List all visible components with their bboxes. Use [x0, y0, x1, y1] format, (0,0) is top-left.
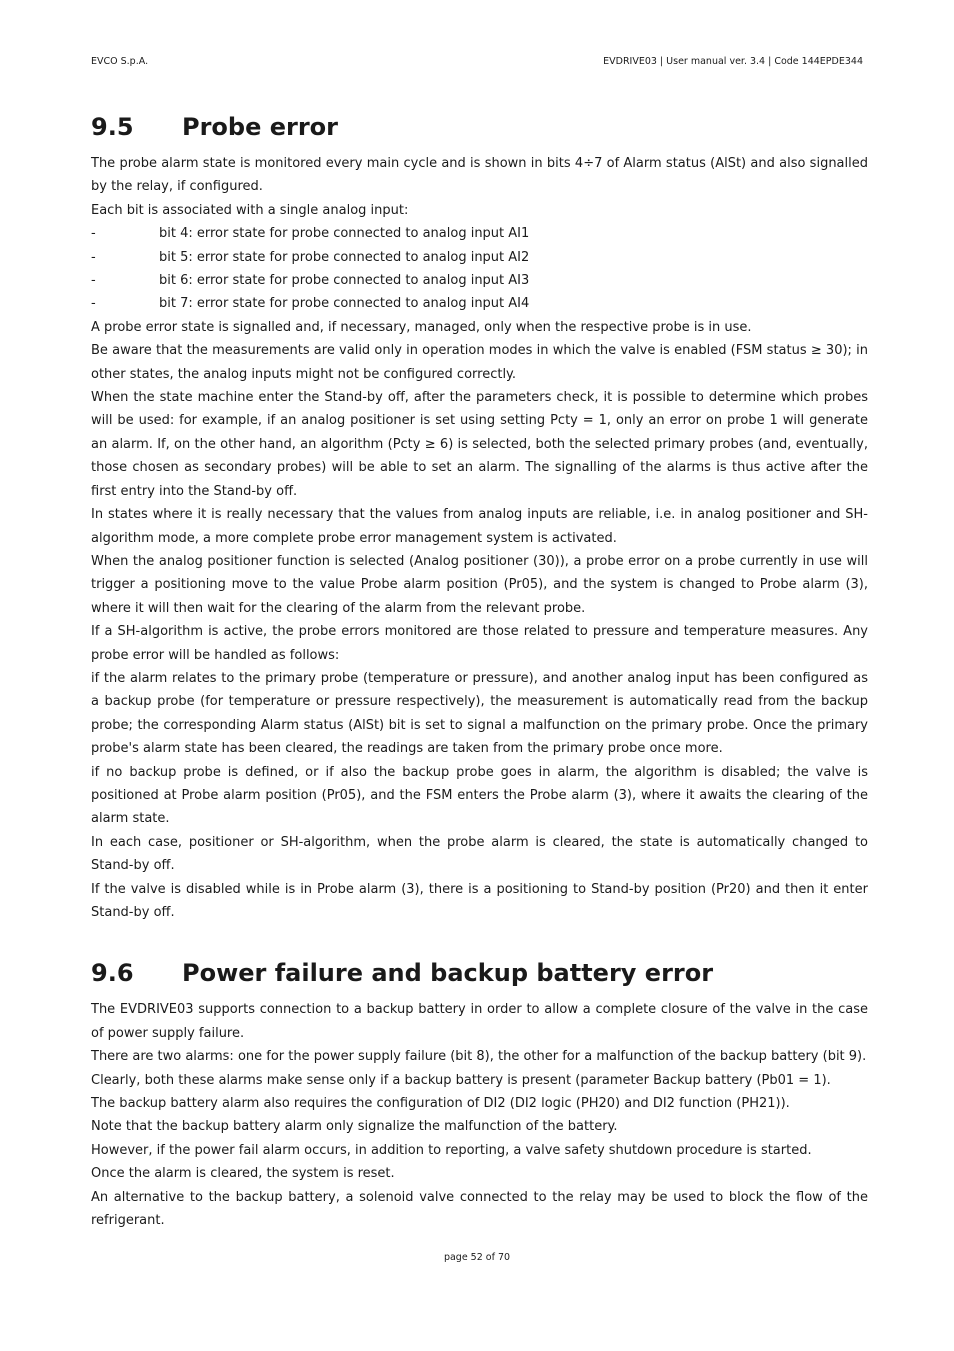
paragraph: if the alarm relates to the primary probe (temperature or pressure), and another analog input has been configured as a backup probe (for temperature or pressure respectively), the measurement is automatically read from the backup probe; the corresponding Alarm status (AlSt) bit is set to signal a malfunction on the primary probe. Once the primary probe's alarm state has been cleared, the readings are taken from the primary probe once more.: [91, 670, 868, 757]
paragraph: Be aware that the measurements are valid only in operation modes in which the valve is enabled (FSM status ≥ 30); in other states, the analog inputs might not be configured correctly.: [91, 343, 868, 382]
section-number: 9.6: [91, 959, 134, 988]
paragraph: A probe error state is signalled and, if necessary, managed, only when the respective probe is in use.: [91, 319, 752, 335]
paragraph: In each case, positioner or SH-algorithm, when the probe alarm is cleared, the state is automatically changed to Stand-by off.: [91, 834, 868, 874]
paragraph: There are two alarms: one for the power supply failure (bit 8), the other for a malfunction of the backup battery (bit 9).: [91, 1049, 867, 1065]
paragraph: If a SH-algorithm is active, the probe errors monitored are those related to pressure and temperature measures. Any probe error will be handled as follows:: [91, 624, 868, 663]
paragraph: The backup battery alarm also requires the configuration of DI2 (DI2 logic (PH20) and DI2 function (PH21)).: [91, 1096, 790, 1112]
list-item-text: bit 5: error state for probe connected to analog input AI2: [159, 249, 530, 265]
list-dash: -: [91, 226, 96, 242]
list-dash: -: [91, 249, 96, 265]
paragraph: Note that the backup battery alarm only signalize the malfunction of the battery.: [91, 1119, 618, 1135]
list-item-text: bit 6: error state for probe connected to analog input AI3: [159, 273, 530, 289]
list-dash: -: [91, 296, 96, 312]
section-heading: [91, 108, 868, 146]
paragraph: The probe alarm state is monitored every main cycle and is shown in bits 4÷7 of Alarm status (AlSt) and also signalled by the relay, if configured.: [91, 156, 868, 195]
header-company: EVCO S.p.A.: [91, 56, 149, 67]
list-item-text: bit 7: error state for probe connected to analog input AI4: [159, 296, 530, 312]
page-number: page 52 of 70: [443, 1252, 511, 1263]
page-content: [91, 108, 868, 1232]
paragraph: if no backup probe is defined, or if also the backup probe goes in alarm, the algorithm is disabled; the valve is positioned at Probe alarm position (Pr05), and the FSM enters the Probe alarm (3), where it awaits the clearing of the alarm state.: [91, 764, 868, 827]
list-item-text: bit 4: error state for probe connected to analog input AI1: [159, 226, 530, 242]
section-title: Power failure and backup battery error: [182, 959, 714, 988]
paragraph: If the valve is disabled while is in Probe alarm (3), there is a positioning to Stand-by position (Pr20) and then it enter Stand-by off.: [91, 881, 868, 920]
paragraph: However, if the power fail alarm occurs, in addition to reporting, a valve safety shutdown procedure is started.: [91, 1142, 812, 1158]
paragraph: When the analog positioner function is selected (Analog positioner (30)), a probe error on a probe currently in use will trigger a positioning move to the value Probe alarm position (Pr05), and the system is changed to Probe alarm (3), where it will then wait for the clearing of the alarm from the relevant probe.: [91, 553, 868, 616]
list-item: [91, 246, 868, 269]
section-title: Probe error: [182, 113, 338, 141]
header-document-info: EVDRIVE03 | User manual ver. 3.4 | Code 144EPDE344: [603, 56, 863, 67]
paragraph: Each bit is associated with a single analog input:: [91, 202, 409, 218]
list-item: [91, 269, 868, 292]
list-dash: -: [91, 273, 96, 289]
paragraph: Once the alarm is cleared, the system is reset.: [91, 1166, 395, 1182]
list-item: [91, 222, 868, 245]
section-power-failure: [91, 954, 868, 1232]
paragraph: In states where it is really necessary that the values from analog inputs are reliable, i.e. in analog positioner and SH-algorithm mode, a more complete probe error management system is activated.: [91, 507, 868, 546]
paragraph: An alternative to the backup battery, a solenoid valve connected to the relay may be used to block the flow of the refrigerant.: [91, 1189, 868, 1229]
section-probe-error: [91, 108, 868, 924]
paragraph: When the state machine enter the Stand-by off, after the parameters check, it is possible to determine which probes will be used: for example, if an analog positioner is set using setting Pcty = 1, only an error on probe 1 will generate an alarm. If, on the other hand, an algorithm (Pcty ≥ 6) is selected, both the selected primary probes (and, eventually, those chosen as secondary probes) will be able to set an alarm. The signalling of the alarms is thus active after the first entry into the Stand-by off.: [91, 390, 868, 499]
section-heading: [91, 954, 868, 992]
list-item: [91, 292, 868, 315]
section-number: 9.5: [91, 113, 134, 141]
paragraph: Clearly, both these alarms make sense only if a backup battery is present (parameter Backup battery (Pb01 = 1).: [91, 1072, 831, 1088]
paragraph: The EVDRIVE03 supports connection to a backup battery in order to allow a complete closure of the valve in the case of power supply failure.: [91, 1002, 868, 1041]
